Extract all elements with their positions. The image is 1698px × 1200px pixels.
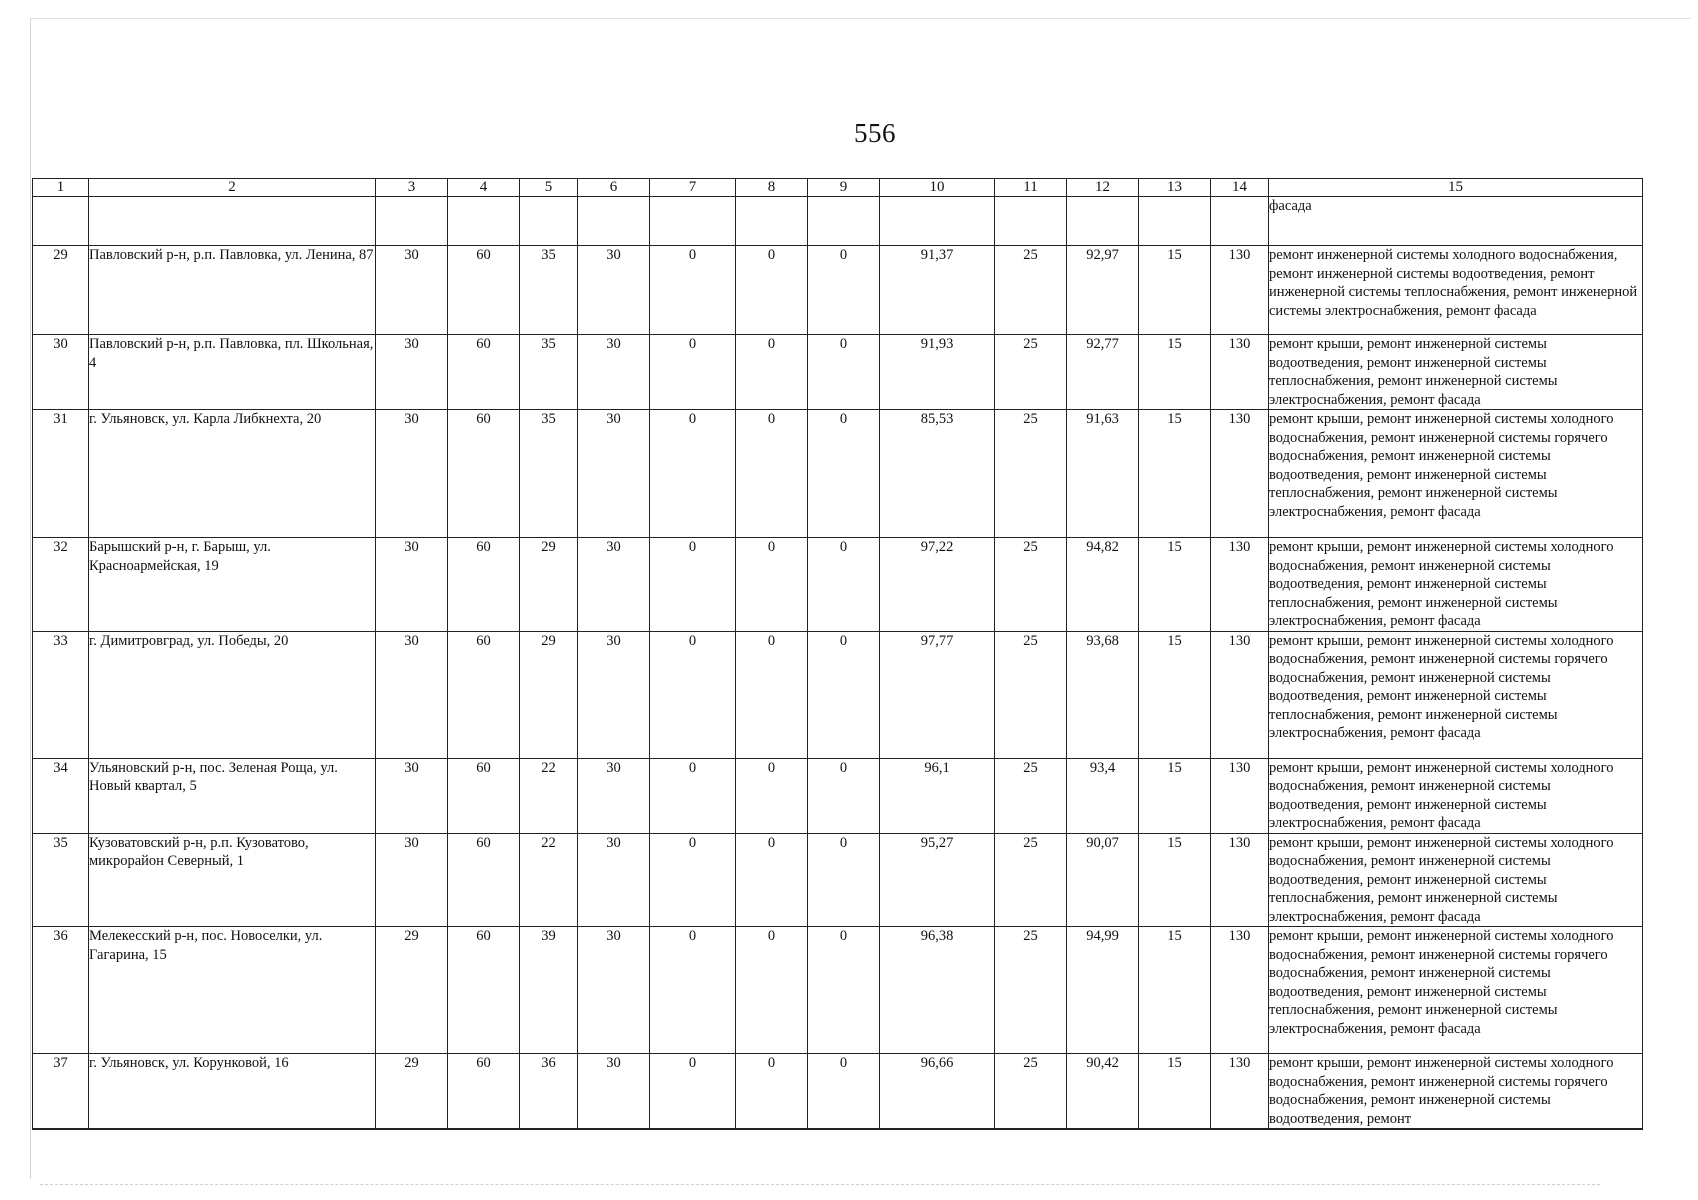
address-cell: Барышский р-н, г. Барыш, ул. Красноармейская, 19 [89, 538, 376, 632]
value-cell-c8: 0 [736, 1054, 808, 1130]
works-cell: ремонт крыши, ремонт инженерной системы водоотведения, ремонт инженерной системы теплоснабжения, ремонт инженерной системы электроснабжения, ремонт фасада [1269, 335, 1643, 410]
table-row [33, 538, 1643, 632]
row-number-cell: 37 [33, 1054, 89, 1130]
value-cell-c6: 30 [578, 335, 650, 410]
value-cell-c10: 97,77 [880, 631, 995, 758]
column-header-12: 12 [1067, 179, 1139, 197]
value-cell-c12: 94,82 [1067, 538, 1139, 632]
value-cell-c7: 0 [650, 410, 736, 538]
value-cell-c12: 90,07 [1067, 833, 1139, 927]
value-cell-c10: 91,37 [880, 246, 995, 335]
works-cell: ремонт крыши, ремонт инженерной системы холодного водоснабжения, ремонт инженерной системы горячего водоснабжения, ремонт инженерной системы водоотведения, ремонт [1269, 1054, 1643, 1130]
value-cell-c6: 30 [578, 410, 650, 538]
address-cell: Кузоватовский р-н, р.п. Кузоватово, микрорайон Северный, 1 [89, 833, 376, 927]
address-cell: г. Ульяновск, ул. Карла Либкнехта, 20 [89, 410, 376, 538]
value-cell-c4: 60 [448, 758, 520, 833]
value-cell-c5: 29 [520, 538, 578, 632]
value-cell-c8: 0 [736, 758, 808, 833]
value-cell-c5: 39 [520, 927, 578, 1054]
column-header-13: 13 [1139, 179, 1211, 197]
value-cell-c11: 25 [995, 335, 1067, 410]
value-cell-c4: 60 [448, 538, 520, 632]
value-cell-c11: 25 [995, 410, 1067, 538]
repair-schedule-table [32, 178, 1643, 1130]
value-cell-c8: 0 [736, 631, 808, 758]
value-cell-c9: 0 [808, 631, 880, 758]
table-row [33, 335, 1643, 410]
value-cell-c9: 0 [808, 246, 880, 335]
column-header-7: 7 [650, 179, 736, 197]
cell-empty [1067, 197, 1139, 246]
value-cell-c3: 29 [376, 927, 448, 1054]
value-cell-c14: 130 [1211, 538, 1269, 632]
value-cell-c12: 91,63 [1067, 410, 1139, 538]
value-cell-c3: 30 [376, 410, 448, 538]
value-cell-c9: 0 [808, 410, 880, 538]
value-cell-c3: 30 [376, 246, 448, 335]
value-cell-c13: 15 [1139, 833, 1211, 927]
value-cell-c14: 130 [1211, 1054, 1269, 1130]
value-cell-c7: 0 [650, 246, 736, 335]
value-cell-c10: 95,27 [880, 833, 995, 927]
row-number-cell: 30 [33, 335, 89, 410]
row-number-cell: 32 [33, 538, 89, 632]
works-cell: ремонт крыши, ремонт инженерной системы холодного водоснабжения, ремонт инженерной системы водоотведения, ремонт инженерной системы электроснабжения, ремонт фасада [1269, 758, 1643, 833]
cell-empty [376, 197, 448, 246]
value-cell-c13: 15 [1139, 1054, 1211, 1130]
value-cell-c4: 60 [448, 833, 520, 927]
value-cell-c13: 15 [1139, 538, 1211, 632]
value-cell-c10: 96,38 [880, 927, 995, 1054]
column-header-8: 8 [736, 179, 808, 197]
value-cell-c10: 97,22 [880, 538, 995, 632]
address-cell: Павловский р-н, р.п. Павловка, ул. Ленина, 87 [89, 246, 376, 335]
value-cell-c11: 25 [995, 1054, 1067, 1130]
continuation-works-cell: фасада [1269, 197, 1643, 246]
value-cell-c5: 35 [520, 335, 578, 410]
value-cell-c14: 130 [1211, 631, 1269, 758]
value-cell-c8: 0 [736, 538, 808, 632]
works-cell: ремонт инженерной системы холодного водоснабжения, ремонт инженерной системы водоотведения, ремонт инженерной системы теплоснабжения, ремонт инженерной системы электроснабжения, ремонт фасада [1269, 246, 1643, 335]
value-cell-c4: 60 [448, 410, 520, 538]
row-number-cell: 33 [33, 631, 89, 758]
row-number-cell: 36 [33, 927, 89, 1054]
value-cell-c10: 96,66 [880, 1054, 995, 1130]
value-cell-c12: 92,97 [1067, 246, 1139, 335]
value-cell-c7: 0 [650, 631, 736, 758]
value-cell-c5: 36 [520, 1054, 578, 1130]
value-cell-c10: 85,53 [880, 410, 995, 538]
value-cell-c5: 22 [520, 833, 578, 927]
cell-empty [89, 197, 376, 246]
cell-empty [880, 197, 995, 246]
value-cell-c11: 25 [995, 631, 1067, 758]
table-row [33, 246, 1643, 335]
row-number-cell: 34 [33, 758, 89, 833]
value-cell-c3: 30 [376, 758, 448, 833]
value-cell-c13: 15 [1139, 335, 1211, 410]
continuation-row [33, 197, 1643, 246]
cell-empty [1211, 197, 1269, 246]
address-cell: г. Димитровград, ул. Победы, 20 [89, 631, 376, 758]
value-cell-c8: 0 [736, 335, 808, 410]
value-cell-c6: 30 [578, 758, 650, 833]
value-cell-c5: 29 [520, 631, 578, 758]
value-cell-c4: 60 [448, 335, 520, 410]
value-cell-c3: 30 [376, 335, 448, 410]
value-cell-c13: 15 [1139, 246, 1211, 335]
works-cell: ремонт крыши, ремонт инженерной системы холодного водоснабжения, ремонт инженерной системы горячего водоснабжения, ремонт инженерной системы водоотведения, ремонт инженерной системы теплоснабжения, ремонт инженерной системы электроснабжения, ремонт фасада [1269, 410, 1643, 538]
column-header-14: 14 [1211, 179, 1269, 197]
value-cell-c11: 25 [995, 538, 1067, 632]
value-cell-c14: 130 [1211, 410, 1269, 538]
cell-empty [736, 197, 808, 246]
value-cell-c4: 60 [448, 246, 520, 335]
table-row [33, 758, 1643, 833]
value-cell-c8: 0 [736, 246, 808, 335]
row-number-cell: 35 [33, 833, 89, 927]
value-cell-c3: 29 [376, 1054, 448, 1130]
value-cell-c13: 15 [1139, 410, 1211, 538]
value-cell-c7: 0 [650, 833, 736, 927]
row-number-cell: 31 [33, 410, 89, 538]
works-cell: ремонт крыши, ремонт инженерной системы холодного водоснабжения, ремонт инженерной системы горячего водоснабжения, ремонт инженерной системы водоотведения, ремонт инженерной системы теплоснабжения, ремонт инженерной системы электроснабжения, ремонт фасада [1269, 927, 1643, 1054]
works-cell: ремонт крыши, ремонт инженерной системы холодного водоснабжения, ремонт инженерной системы горячего водоснабжения, ремонт инженерной системы водоотведения, ремонт инженерной системы теплоснабжения, ремонт инженерной системы электроснабжения, ремонт фасада [1269, 631, 1643, 758]
value-cell-c9: 0 [808, 1054, 880, 1130]
column-header-6: 6 [578, 179, 650, 197]
column-header-9: 9 [808, 179, 880, 197]
table-row [33, 927, 1643, 1054]
value-cell-c3: 30 [376, 631, 448, 758]
value-cell-c12: 93,68 [1067, 631, 1139, 758]
value-cell-c12: 92,77 [1067, 335, 1139, 410]
value-cell-c6: 30 [578, 927, 650, 1054]
value-cell-c7: 0 [650, 1054, 736, 1130]
works-cell: ремонт крыши, ремонт инженерной системы холодного водоснабжения, ремонт инженерной системы водоотведения, ремонт инженерной системы теплоснабжения, ремонт инженерной системы электроснабжения, ремонт фасада [1269, 833, 1643, 927]
value-cell-c8: 0 [736, 927, 808, 1054]
address-cell: Павловский р-н, р.п. Павловка, пл. Школьная, 4 [89, 335, 376, 410]
value-cell-c14: 130 [1211, 833, 1269, 927]
column-header-5: 5 [520, 179, 578, 197]
value-cell-c10: 96,1 [880, 758, 995, 833]
value-cell-c6: 30 [578, 1054, 650, 1130]
cell-empty [1139, 197, 1211, 246]
value-cell-c11: 25 [995, 758, 1067, 833]
cell-empty [650, 197, 736, 246]
column-header-3: 3 [376, 179, 448, 197]
table-row [33, 631, 1643, 758]
column-header-4: 4 [448, 179, 520, 197]
value-cell-c9: 0 [808, 927, 880, 1054]
value-cell-c4: 60 [448, 1054, 520, 1130]
cell-empty [448, 197, 520, 246]
value-cell-c7: 0 [650, 538, 736, 632]
cell-empty [578, 197, 650, 246]
value-cell-c7: 0 [650, 927, 736, 1054]
value-cell-c3: 30 [376, 833, 448, 927]
works-cell: ремонт крыши, ремонт инженерной системы холодного водоснабжения, ремонт инженерной системы водоотведения, ремонт инженерной системы теплоснабжения, ремонт инженерной системы электроснабжения, ремонт фасада [1269, 538, 1643, 632]
value-cell-c8: 0 [736, 410, 808, 538]
scan-artifact-line [40, 1184, 1600, 1185]
value-cell-c11: 25 [995, 927, 1067, 1054]
table-row [33, 1054, 1643, 1130]
value-cell-c7: 0 [650, 335, 736, 410]
column-header-15: 15 [1269, 179, 1643, 197]
value-cell-c9: 0 [808, 538, 880, 632]
value-cell-c3: 30 [376, 538, 448, 632]
value-cell-c6: 30 [578, 246, 650, 335]
page-number: 556 [854, 118, 896, 148]
value-cell-c13: 15 [1139, 631, 1211, 758]
value-cell-c12: 93,4 [1067, 758, 1139, 833]
value-cell-c9: 0 [808, 833, 880, 927]
value-cell-c4: 60 [448, 927, 520, 1054]
value-cell-c14: 130 [1211, 246, 1269, 335]
address-cell: Ульяновский р-н, пос. Зеленая Роща, ул. Новый квартал, 5 [89, 758, 376, 833]
value-cell-c6: 30 [578, 631, 650, 758]
value-cell-c9: 0 [808, 758, 880, 833]
value-cell-c12: 90,42 [1067, 1054, 1139, 1130]
value-cell-c5: 22 [520, 758, 578, 833]
value-cell-c12: 94,99 [1067, 927, 1139, 1054]
value-cell-c8: 0 [736, 833, 808, 927]
table-row [33, 833, 1643, 927]
value-cell-c13: 15 [1139, 927, 1211, 1054]
value-cell-c5: 35 [520, 410, 578, 538]
cell-empty [33, 197, 89, 246]
row-number-cell: 29 [33, 246, 89, 335]
value-cell-c14: 130 [1211, 335, 1269, 410]
cell-empty [995, 197, 1067, 246]
value-cell-c5: 35 [520, 246, 578, 335]
value-cell-c14: 130 [1211, 927, 1269, 1054]
column-header-2: 2 [89, 179, 376, 197]
value-cell-c11: 25 [995, 246, 1067, 335]
value-cell-c7: 0 [650, 758, 736, 833]
column-header-11: 11 [995, 179, 1067, 197]
table-body [33, 197, 1643, 1130]
value-cell-c6: 30 [578, 538, 650, 632]
column-header-1: 1 [33, 179, 89, 197]
address-cell: Мелекесский р-н, пос. Новоселки, ул. Гагарина, 15 [89, 927, 376, 1054]
value-cell-c11: 25 [995, 833, 1067, 927]
table-header [33, 179, 1643, 197]
value-cell-c6: 30 [578, 833, 650, 927]
value-cell-c13: 15 [1139, 758, 1211, 833]
value-cell-c14: 130 [1211, 758, 1269, 833]
cell-empty [520, 197, 578, 246]
value-cell-c9: 0 [808, 335, 880, 410]
cell-empty [808, 197, 880, 246]
header-row [33, 179, 1643, 197]
value-cell-c10: 91,93 [880, 335, 995, 410]
value-cell-c4: 60 [448, 631, 520, 758]
table-row [33, 410, 1643, 538]
address-cell: г. Ульяновск, ул. Корунковой, 16 [89, 1054, 376, 1130]
column-header-10: 10 [880, 179, 995, 197]
